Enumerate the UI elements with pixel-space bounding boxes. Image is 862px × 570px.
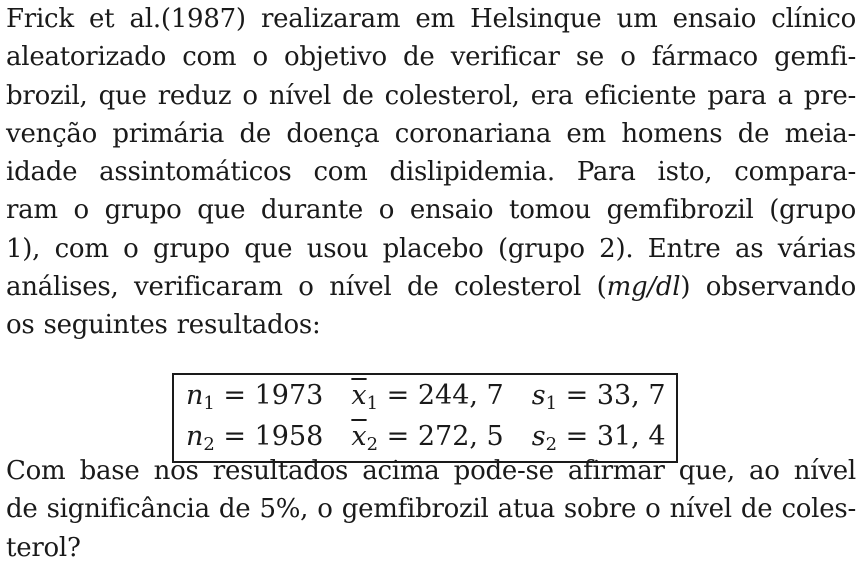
sample-size-value: = 1958 — [214, 421, 324, 452]
intro-line: Frick et al.(1987) realizaram em Helsinque um ensaio clínico — [6, 4, 856, 34]
sample-size-value: = 1973 — [214, 380, 324, 411]
unit-mg-dl: mg/dl — [606, 272, 681, 303]
var-xbar: $\overline{x}$ — [351, 380, 367, 411]
intro-line: brozil, que reduz o nível de colesterol, era eficiente para a pre- — [6, 80, 856, 111]
intro-line: venção primária de doença coronariana em homens de meia- — [6, 118, 856, 149]
table-row — [173, 374, 677, 418]
question-line: Com base nos resultados acima pode-se afirmar que, ao nível — [6, 456, 856, 486]
subscript: 2 — [545, 434, 558, 455]
var-n: n — [186, 421, 204, 452]
intro-line-with-unit — [6, 268, 856, 306]
results-table-wrap — [172, 373, 678, 463]
subscript: 1 — [545, 393, 558, 414]
subscript: 1 — [203, 393, 215, 414]
intro-line: 1), com o grupo que usou placebo (grupo 2). Entre as várias — [6, 233, 856, 264]
intro-line: aleatorizado com o objetivo de verificar se o fármaco gemfi- — [6, 42, 856, 73]
var-s: s — [531, 380, 546, 411]
mean-value: = 244, 7 — [378, 380, 504, 411]
sd-value: = 33, 7 — [557, 380, 666, 411]
mean-cell — [337, 374, 517, 418]
sd-value: = 31, 4 — [557, 421, 666, 452]
mean-value: = 272, 5 — [378, 421, 504, 452]
sample-size-cell — [173, 374, 337, 418]
intro-paragraph — [6, 0, 856, 345]
var-s: s — [531, 421, 546, 452]
intro-text: análises, verificaram o nível de colesterol ( — [6, 272, 607, 303]
var-xbar: $\overline{x}$ — [351, 421, 367, 452]
results-table — [172, 373, 678, 463]
intro-line: ram o grupo que durante o ensaio tomou gemfibrozil (grupo — [6, 195, 856, 226]
question-block — [6, 452, 856, 567]
subscript: 1 — [366, 393, 379, 414]
question-paragraph — [6, 452, 856, 567]
intro-line: idade assintomáticos com dislipidemia. Para isto, compara- — [6, 157, 856, 188]
document-page — [6, 0, 856, 345]
subscript: 2 — [366, 434, 379, 455]
question-line: de significância de 5%, o gemfibrozil atua sobre o nível de coles- — [6, 494, 856, 525]
var-n: n — [186, 380, 204, 411]
sd-cell — [518, 374, 677, 418]
question-line: terol? — [6, 532, 81, 563]
subscript: 2 — [203, 434, 215, 455]
intro-text: ) observando — [680, 272, 856, 303]
intro-line: os seguintes resultados: — [6, 310, 321, 341]
